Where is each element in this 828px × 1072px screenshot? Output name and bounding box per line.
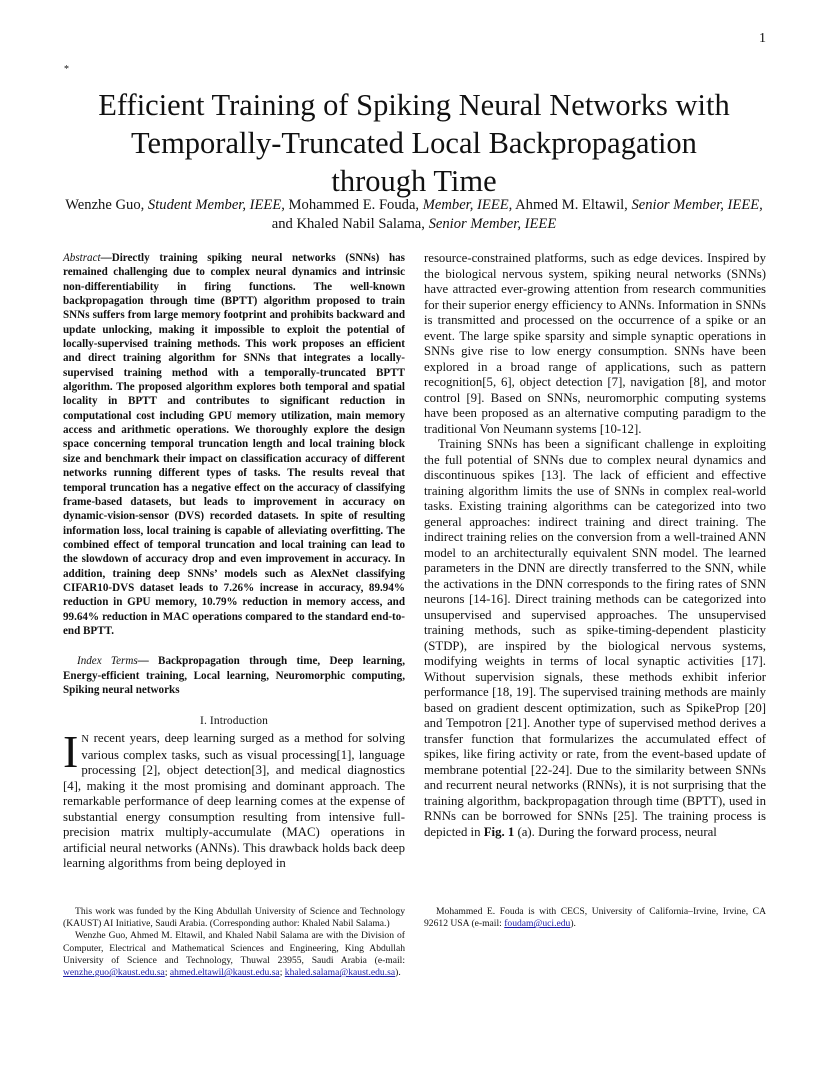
email-link[interactable]: khaled.salama@kaust.edu.sa bbox=[284, 967, 396, 979]
intro-para2-end: (a). During the forward process, neural bbox=[514, 824, 717, 839]
star-mark: * bbox=[64, 64, 69, 75]
author-role: Senior Member, IEEE, bbox=[631, 197, 763, 213]
author-list bbox=[60, 196, 768, 234]
abstract-label: Abstract bbox=[63, 252, 101, 264]
intro-para1-text: recent years, deep learning surged as a method for solving various complex tasks, such as visual processing[1], language processing [2], object detection[3], and medical diagnostics [4], making it the most promising and dominant approach. The remarkable performance of deep learning comes at the expense of substantial energy consumption resulting from intensive full-precision matrix multiply-accumulate (MAC) operations in artificial neural networks (ANNs). This drawback holds back deep learning algorithms from being deployed in bbox=[63, 731, 405, 871]
footnote-left bbox=[63, 906, 405, 979]
intro-paragraph-1-cont: resource-constrained platforms, such as edge devices. Inspired by the biological nervous system, spiking neural networks (SNNs) have attracted ever-growing attention from research communities for their superior energy efficiency to ANNs. Information in SNNs is transmitted and processed on the occurrence of a spike or an event. The large spike sparsity and simple synaptic operations in SNNs give rise to low energy consumption. SNNs have been explored in a broad range of applications, such as pattern recognition[5, 6], object detection [7], navigation [8], and motor control [9]. Based on SNNs, neuromorphic computing systems have been proposed as an alternative computing paradigm to the traditional Von Neumann systems [10-12]. bbox=[424, 251, 766, 436]
figure-reference-link[interactable]: Fig. 1 bbox=[483, 824, 515, 839]
email-link[interactable]: ahmed.eltawil@kaust.edu.sa bbox=[169, 967, 280, 979]
email-link[interactable]: foudam@uci.edu bbox=[504, 918, 571, 930]
intro-paragraph-2 bbox=[424, 437, 766, 840]
title-line-1: Efficient Training of Spiking Neural Networks with bbox=[98, 88, 730, 122]
abstract bbox=[63, 251, 405, 638]
footnote-right bbox=[424, 906, 766, 930]
author-role: Member, IEEE, bbox=[422, 197, 513, 213]
title-line-3: through Time bbox=[331, 164, 497, 198]
intro-first-word: N bbox=[81, 734, 89, 746]
author-role: Senior Member, IEEE bbox=[428, 216, 557, 232]
affiliation-text: Wenzhe Guo, Ahmed M. Eltawil, and Khaled Nabil Salama are with the Division of Computer, Electrical and Mathematical Sciences and Engineering, King Abdullah University of Science and Technology, Thuwal 23955, Saudi Arabia (e-mail: bbox=[63, 930, 405, 966]
author-name: Ahmed M. Eltawil, bbox=[512, 197, 632, 213]
dropcap-letter: I bbox=[63, 726, 79, 778]
funding-footnote: This work was funded by the King Abdullah University of Science and Technology (KAUST) AI Initiative, Saudi Arabia. (Corresponding author: Khaled Nabil Salama.) bbox=[63, 906, 405, 930]
author-name: Wenzhe Guo, bbox=[65, 197, 148, 213]
index-terms-label: Index Terms bbox=[77, 655, 138, 668]
intro-para2-text: Training SNNs has been a significant challenge in exploiting the full potential of SNNs due to complex neural dynamics and discontinuous spikes [13]. The lack of efficient and effective training algorithm limits the use of SNNs in complex real-world tasks. Existing training algorithms can be categorized into two general approaches: indirect training and direct training. The indirect training relies on the conversion from a well-trained ANN model to an architecturally equivalent SNN model. The learned parameters in the DNN are directly transferred to the SNN, while the activations in the DNN corresponds to the firing rates of SNN neurons [14-16]. Direct training methods can be categorized into unsupervised and supervised approaches. The unsupervised training methods, such as spike-timing-dependent plasticity (STDP), are inspired by the biological nervous systems, modifying weights in terms of local synaptic activities [17]. Without supervision signals, these methods exhibit inferior performance [18, 19]. The supervised training methods are mainly based on gradient descent optimization, such as SpikeProp [20] and Tempotron [21]. Another type of supervised method derives a transfer function that formularizes the accumulated effect of spikes, like firing activity or rate, from the event-based update of membrane potential [22-24]. Due to the similarity between SNNs and recurrent neural networks (RNNs), it is not surprising that the training algorithm, backpropagation through time (BPTT), used in RNNs can be borrowed for SNNs [25]. The training process is depicted in bbox=[424, 437, 766, 839]
right-column bbox=[424, 251, 766, 840]
paper-title bbox=[40, 86, 788, 200]
abstract-text: —Directly training spiking neural networks (SNNs) has remained challenging due to complex neural dynamics and intrinsic non-differentiability in firing functions. The well-known backpropagation through time (BPTT) algorithm proposed to train SNNs suffers from large memory footprint and prohibits backward and update unlocking, making it impossible to exploit the potential of locally-supervised training methods. This work proposes an efficient and direct training algorithm for SNNs that integrates a locally-supervised training method with a temporally-truncated BPTT algorithm. The proposed algorithm explores both temporal and spatial locality in BPTT and contributes to significant reduction in computational cost including GPU memory utilization, main memory access and arithmetic operations. We thoroughly explore the design space concerning temporal truncation length and local training block size and benchmark their impact on classification accuracy of different networks running different types of tasks. The results reveal that temporal truncation has a negative effect on the accuracy of classifying frame-based datasets, but leads to improvement in accuracy on dynamic-vision-sensor (DVS) recorded datasets. In spite of resulting information loss, local training is capable of alleviating overfitting. The combined effect of temporal truncation and local training can lead to the slowdown of accuracy drop and even improvement in accuracy. In addition, training deep SNNs’ models such as AlexNet classifying CIFAR10-DVS dataset leads to 7.26% increase in accuracy, 89.94% reduction in GPU memory, 10.79% reduction in memory access, and 99.64% reduction in MAC operations compared to the standard end-to-end BPTT. bbox=[63, 252, 405, 637]
separator: ; bbox=[164, 967, 170, 979]
left-column bbox=[63, 251, 405, 872]
closing-text: ). bbox=[570, 918, 576, 930]
affiliation-footnote bbox=[63, 930, 405, 979]
author-name: Mohammed E. Fouda, bbox=[284, 197, 423, 213]
closing-text: ). bbox=[395, 967, 401, 979]
fouda-affiliation-text: Mohammed E. Fouda is with CECS, University of California–Irvine, Irvine, CA 92612 USA (e-mail: bbox=[424, 906, 766, 930]
author-role: Student Member, IEEE, bbox=[147, 197, 285, 213]
separator: ; bbox=[279, 967, 285, 979]
page-number: 1 bbox=[759, 31, 766, 46]
fouda-footnote bbox=[424, 906, 766, 930]
author-name: and Khaled Nabil Salama, bbox=[271, 216, 429, 232]
title-line-2: Temporally-Truncated Local Backpropagation bbox=[131, 126, 697, 160]
intro-paragraph-1 bbox=[63, 726, 405, 872]
index-terms bbox=[63, 654, 405, 697]
index-terms-text: — Backpropagation through time, Deep learning, Energy-efficient training, Local learning, Neuromorphic computing, Spiking neural networks bbox=[63, 655, 405, 696]
email-link[interactable]: wenzhe.guo@kaust.edu.sa bbox=[63, 967, 165, 979]
section-heading-introduction: I. Introduction bbox=[200, 715, 268, 728]
